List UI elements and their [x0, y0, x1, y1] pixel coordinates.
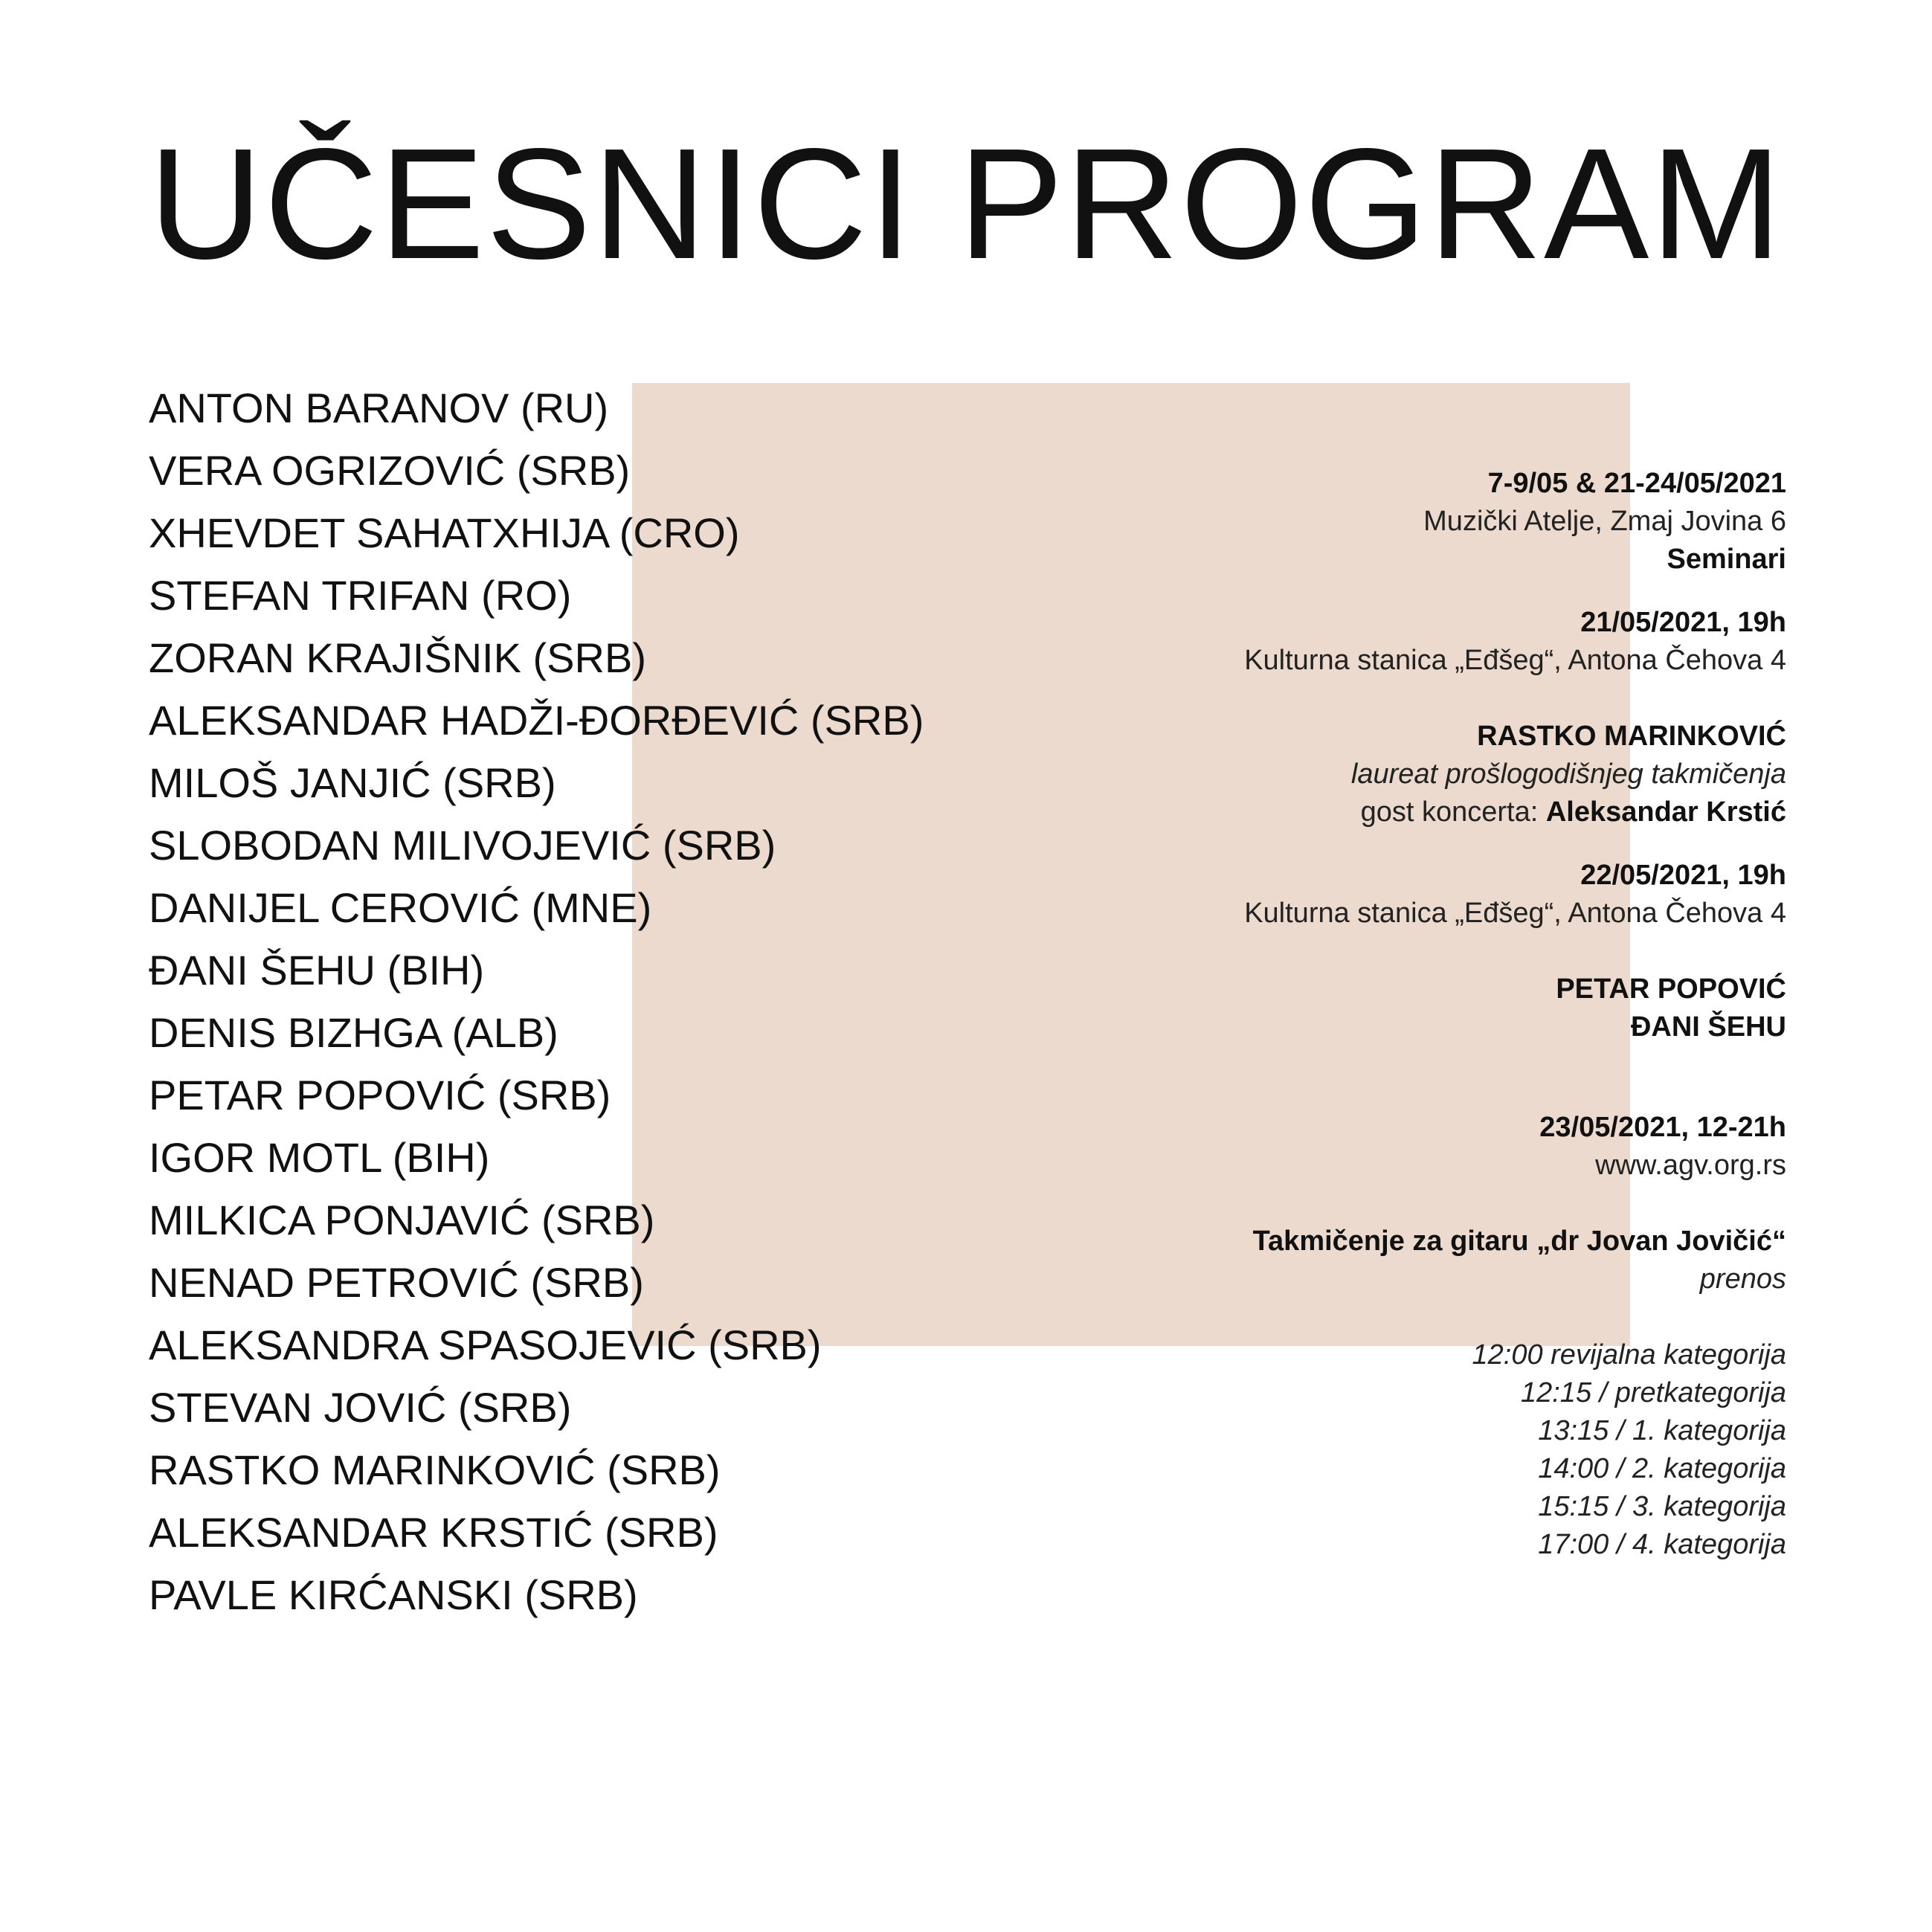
concert2-performer: ĐANI ŠEHU: [1630, 1011, 1786, 1043]
participant-item: XHEVDET SAHATXHIJA (CRO): [149, 509, 740, 556]
competition-note: prenos: [1699, 1263, 1786, 1295]
concert2-venue: Kulturna stanica „Eđšeg“, Antona Čehova 4: [1244, 898, 1786, 929]
competition-website-link[interactable]: www.agv.org.rs: [1595, 1150, 1786, 1181]
schedule-item: 17:00 / 4. kategorija: [1538, 1529, 1786, 1560]
participant-item: ZORAN KRAJIŠNIK (SRB): [149, 634, 646, 681]
participant-item: MILOŠ JANJIĆ (SRB): [149, 759, 556, 806]
participant-item: DANIJEL CEROVIĆ (MNE): [149, 884, 652, 931]
schedule-item: 14:00 / 2. kategorija: [1538, 1453, 1786, 1484]
seminars-block: [968, 465, 1786, 579]
concert1-guest: [968, 793, 1786, 831]
participant-item: PAVLE KIRĆANSKI (SRB): [149, 1571, 638, 1618]
schedule-item: 12:15 / pretkategorija: [1520, 1377, 1786, 1408]
participant-item: RASTKO MARINKOVIĆ (SRB): [149, 1446, 721, 1493]
concert1-block: [968, 604, 1786, 831]
concert2-date: 22/05/2021, 19h: [1580, 860, 1786, 891]
competition-title: Takmičenje za gitaru „dr Jovan Jovičić“: [1252, 1226, 1786, 1257]
participant-item: ALEKSANDAR HADŽI-ĐORĐEVIĆ (SRB): [149, 697, 924, 744]
concert1-performer: RASTKO MARINKOVIĆ: [1477, 721, 1786, 752]
participant-item: STEFAN TRIFAN (RO): [149, 572, 572, 619]
participant-item: ANTON BARANOV (RU): [149, 384, 609, 431]
concert1-venue: Kulturna stanica „Eđšeg“, Antona Čehova 4: [1244, 645, 1786, 676]
participant-item: ALEKSANDRA SPASOJEVIĆ (SRB): [149, 1321, 822, 1368]
participant-item: PETAR POPOVIĆ (SRB): [149, 1072, 611, 1118]
participant-item: MILKICA PONJAVIĆ (SRB): [149, 1197, 655, 1243]
concert2-performer: PETAR POPOVIĆ: [1556, 973, 1786, 1005]
program-schedule: [968, 465, 1786, 1564]
participant-item: STEVAN JOVIĆ (SRB): [149, 1384, 572, 1431]
participant-item: NENAD PETROVIĆ (SRB): [149, 1259, 644, 1306]
schedule-item: 15:15 / 3. kategorija: [1538, 1491, 1786, 1522]
schedule-item: 12:00 revijalna kategorija: [1472, 1339, 1786, 1371]
participant-item: DENIS BIZHGA (ALB): [149, 1009, 558, 1056]
participant-item: ALEKSANDAR KRSTIĆ (SRB): [149, 1509, 718, 1556]
concert2-block: [968, 857, 1786, 1046]
schedule-item: 13:15 / 1. kategorija: [1538, 1415, 1786, 1446]
participants-heading: UČESNICI: [149, 115, 915, 292]
competition-block: [968, 1109, 1786, 1564]
seminars-venue: Muzički Atelje, Zmaj Jovina 6: [1423, 506, 1786, 537]
competition-date: 23/05/2021, 12-21h: [1539, 1112, 1786, 1143]
participant-item: ĐANI ŠEHU (BIH): [149, 947, 485, 994]
seminars-date: 7-9/05 & 21-24/05/2021: [1487, 468, 1786, 499]
concert1-subtitle: laureat prošlogodišnjeg takmičenja: [1350, 759, 1786, 790]
participants-list: [149, 377, 924, 1626]
participant-item: IGOR MOTL (BIH): [149, 1134, 490, 1181]
guest-name: Aleksandar Krstić: [1545, 796, 1786, 828]
program-heading: PROGRAM: [958, 115, 1783, 292]
concert1-date: 21/05/2021, 19h: [1580, 607, 1786, 638]
participant-item: SLOBODAN MILIVOJEVIĆ (SRB): [149, 822, 776, 869]
seminars-title: Seminari: [1667, 544, 1786, 575]
participant-item: VERA OGRIZOVIĆ (SRB): [149, 447, 631, 494]
guest-label: gost koncerta:: [1360, 796, 1546, 828]
